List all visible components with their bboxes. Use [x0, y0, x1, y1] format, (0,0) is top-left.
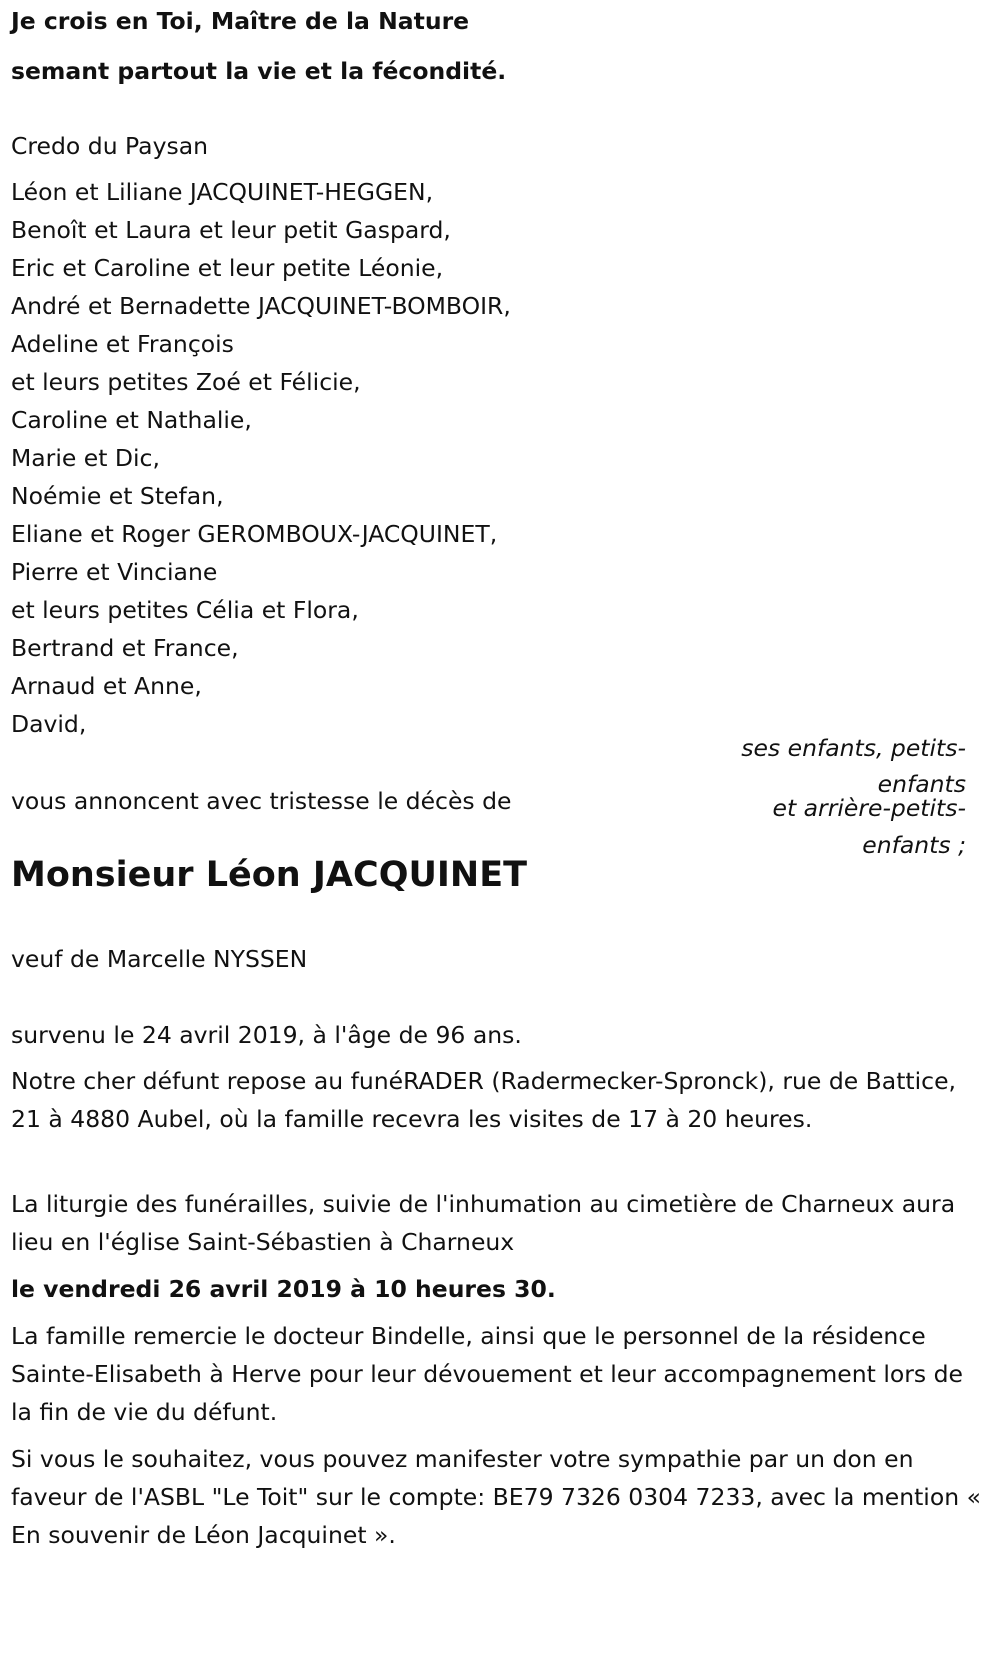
- thanks-paragraph: La famille remercie le docteur Bindelle, ainsi que le personnel de la résidence Sainte-Elisabeth à Herve pour leur dévouement et leur accompagnement lors de la fin de vie du défunt.: [11, 1322, 964, 1426]
- relation-line-3: et arrière-petits-: [772, 794, 966, 822]
- family-member: Pierre et Vinciane: [11, 558, 218, 586]
- relation-line-2: enfants: [877, 770, 966, 798]
- quote-line-1: Je crois en Toi, Maître de la Nature: [11, 7, 470, 35]
- ceremony-date: le vendredi 26 avril 2019 à 10 heures 30.: [11, 1275, 556, 1303]
- deceased-name: Monsieur Léon JACQUINET: [11, 855, 527, 895]
- death-info: survenu le 24 avril 2019, à l'âge de 96 ans.: [11, 1021, 522, 1049]
- family-member: Eric et Caroline et leur petite Léonie,: [11, 254, 444, 282]
- quote-line-2: semant partout la vie et la fécondité.: [11, 57, 507, 85]
- donation-paragraph: Si vous le souhaitez, vous pouvez manifester votre sympathie par un don en faveur de l'ASBL "Le Toit" sur le compte: BE79 7326 0304 7233, avec la mention « En souvenir de Léon Jacquinet ».: [11, 1445, 981, 1549]
- family-member: Bertrand et France,: [11, 634, 239, 662]
- family-member: Caroline et Nathalie,: [11, 406, 252, 434]
- family-member: Léon et Liliane JACQUINET-HEGGEN,: [11, 178, 434, 206]
- family-member: David,: [11, 710, 87, 738]
- relation-line-1: ses enfants, petits-: [741, 734, 966, 762]
- family-member: Eliane et Roger GEROMBOUX-JACQUINET,: [11, 520, 498, 548]
- rest-place-paragraph: Notre cher défunt repose au funéRADER (Radermecker-Spronck), rue de Battice, 21 à 4880 Aubel, où la famille recevra les visites de 17 à 20 heures.: [11, 1067, 957, 1133]
- family-member: Arnaud et Anne,: [11, 672, 202, 700]
- widow-of: veuf de Marcelle NYSSEN: [11, 945, 308, 973]
- relation-line-4: enfants ;: [862, 831, 966, 859]
- family-member: André et Bernadette JACQUINET-BOMBOIR,: [11, 292, 511, 320]
- family-member: Marie et Dic,: [11, 444, 160, 472]
- quote-source: Credo du Paysan: [11, 132, 209, 160]
- family-member: Benoît et Laura et leur petit Gaspard,: [11, 216, 451, 244]
- family-member: Noémie et Stefan,: [11, 482, 224, 510]
- family-member: Adeline et François: [11, 330, 234, 358]
- announcement: vous annoncent avec tristesse le décès de: [11, 787, 512, 815]
- family-member: et leurs petites Zoé et Félicie,: [11, 368, 361, 396]
- family-member: et leurs petites Célia et Flora,: [11, 596, 359, 624]
- liturgy-paragraph: La liturgie des funérailles, suivie de l'inhumation au cimetière de Charneux aura lieu en l'église Saint-Sébastien à Charneux: [11, 1190, 956, 1256]
